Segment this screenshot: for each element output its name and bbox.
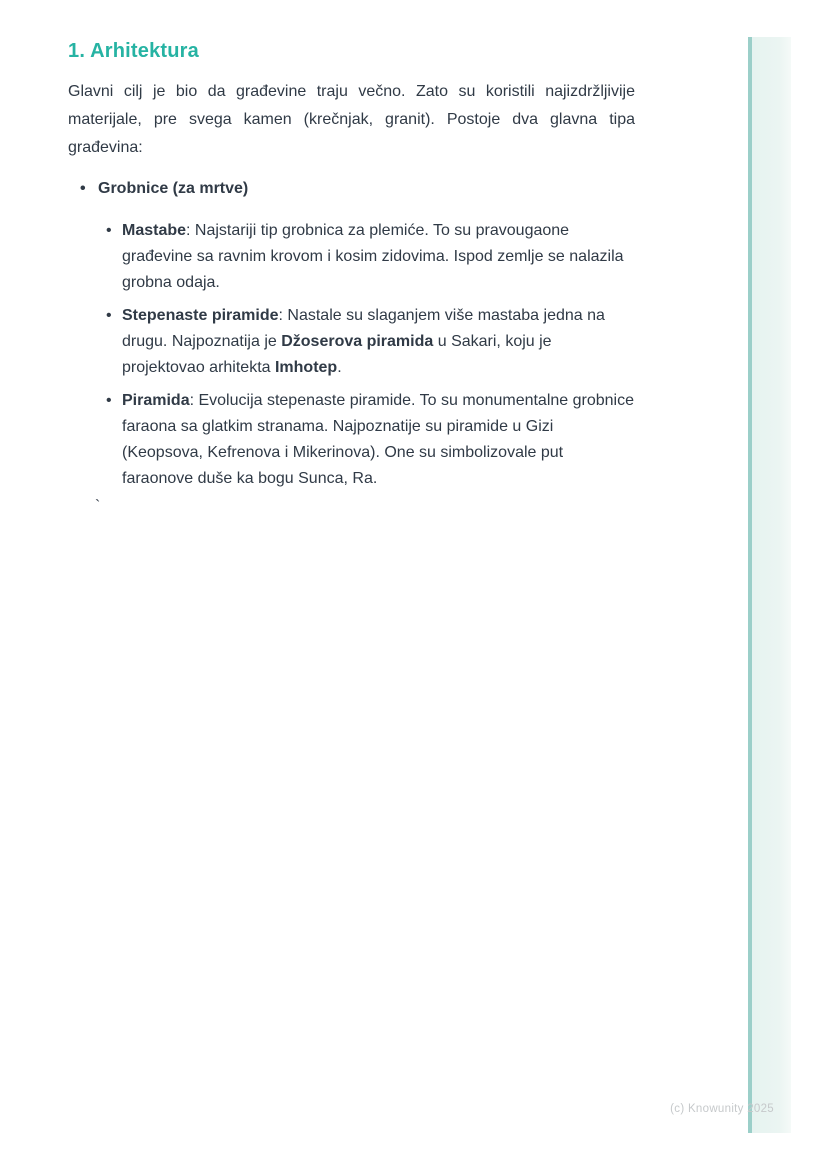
term-dzoserova-piramida: Džoserova piramida	[281, 333, 434, 350]
bullet-marker: •	[106, 222, 112, 239]
bullet-marker: •	[80, 180, 86, 197]
stray-backtick-character: `	[95, 498, 101, 515]
sub-list-container	[68, 218, 635, 492]
list-item-text	[122, 218, 635, 296]
watermark: (c) Knowunity 2025	[670, 1103, 774, 1115]
list-item-text	[122, 303, 635, 381]
document-content	[68, 38, 635, 515]
term-piramida: Piramida	[122, 392, 190, 409]
text-segment: : Najstariji tip grobnica za plemiće. To su pravougaone građevine sa ravnim krovom i kosim zidovima. Ispod zemlje se nalazila grobna odaja.	[122, 222, 624, 291]
list-item-text	[122, 388, 635, 492]
list-item-piramida	[68, 388, 635, 492]
term-imhotep: Imhotep	[274, 359, 338, 376]
list-item-stepenaste-piramide	[68, 303, 635, 381]
term-mastabe: Mastabe	[122, 222, 187, 239]
page-accent-bar	[748, 37, 791, 1133]
list-item-title: Grobnice (za mrtve)	[98, 180, 249, 197]
list-item-mastabe	[68, 218, 635, 296]
term-stepenaste-piramide: Stepenaste piramide	[122, 307, 279, 324]
section-heading: 1. Arhitektura	[68, 40, 199, 62]
bullet-marker: •	[106, 392, 112, 409]
text-segment: : Nastale su slaganjem više mastaba jedna na drugu. Najpoznatija je	[122, 307, 605, 350]
text-segment: : Evolucija stepenaste piramide. To su monumentalne grobnice faraona sa glatkim stranama. Najpoznatije su piramide u Gizi (Keopsova, Kefrenova i Mikerinova). One su simbolizovale put faraonove duše ka bogu Sunca, Ra.	[122, 392, 634, 487]
text-segment: .	[337, 359, 342, 376]
bullet-marker: •	[106, 307, 112, 324]
main-list	[68, 176, 635, 492]
list-item-grobnice	[68, 176, 635, 202]
sub-list	[68, 218, 635, 492]
intro-paragraph: Glavni cilj je bio da građevine traju večno. Zato su koristili najizdržljivije materijale, pre svega kamen (krečnjak, granit). Postoje dva glavna tipa građevina:	[68, 83, 635, 156]
text-segment: u Sakari, koju je projektovao arhitekta	[122, 333, 552, 376]
